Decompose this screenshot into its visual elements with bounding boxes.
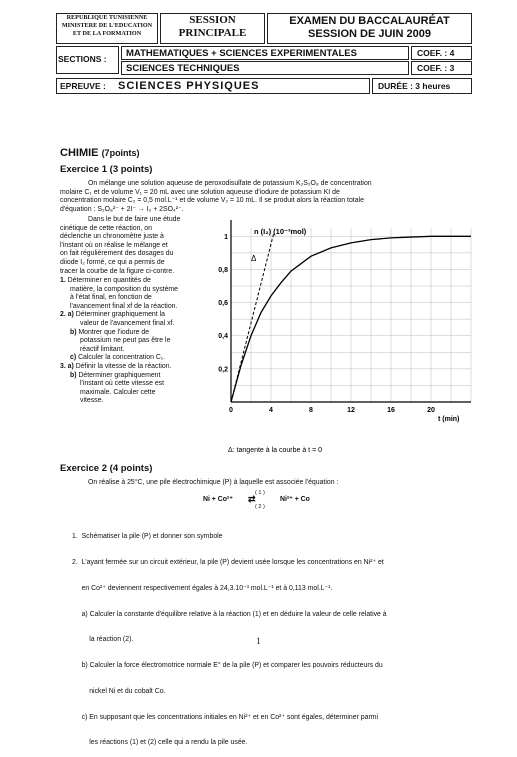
ex2-line: en Co²⁺ deviennent respectivement égales à 24,3.10⁻³ mol.L⁻¹ et à 0,113 mol.L⁻¹. xyxy=(72,584,333,592)
ex1-intro-line: concentration molaire C₂ = 0,5 mol.L⁻¹ et de volume V₂ = 10 mL. Il se produit alors la réaction totale xyxy=(60,197,364,205)
exam-line1: EXAMEN DU BACCALAURÉAT xyxy=(289,15,450,27)
page-number: 1 xyxy=(256,636,261,646)
question-line xyxy=(60,337,220,346)
q-text: vitesse. xyxy=(80,397,104,405)
q-text: Montrer que l'iodure de xyxy=(78,328,150,336)
eq-bottom-label: ( 2 ) xyxy=(255,504,265,510)
question-line xyxy=(60,277,220,286)
ex2-line: c) En supposant que les concentrations initiales en Ni²⁺ et en Co²⁺ sont égales, déterminer parmi xyxy=(72,713,379,721)
ex1-intro xyxy=(60,180,472,214)
q-text: l'avancement final xf de la réaction. xyxy=(70,302,178,310)
question-line xyxy=(60,389,220,398)
ex1-intro-line: On mélange une solution aqueuse de peroxodisulfate de potassium K₂S₂O₈ de concentration xyxy=(88,180,372,187)
eq-arrows: ⇄ xyxy=(248,494,256,504)
chart-caption: Δ: tangente à la courbe à t = 0 xyxy=(228,447,322,454)
ex2-line: les réactions (1) et (2) celle qui a rendu la pile usée. xyxy=(72,739,248,747)
eq-left: Ni + Co²⁺ xyxy=(203,496,233,503)
q-num: 3. a) xyxy=(60,362,74,370)
epreuve-label: EPREUVE : xyxy=(60,81,106,91)
left-line: Dans le but de faire une étude xyxy=(88,216,181,223)
tangent-label: Δ xyxy=(251,254,257,263)
x-tick-label: 4 xyxy=(269,407,273,414)
left-line: on fait régulièrement des dosages du xyxy=(60,250,174,258)
ex1-intro-line: molaire C₁ et de volume V₁ = 20 mL avec une solution aqueuse d'iodure de potassium KI de xyxy=(60,188,340,196)
q-text: Définir la vitesse de la réaction. xyxy=(75,362,172,370)
q-num: b) xyxy=(70,328,77,336)
q-text: potassium ne peut pas être le xyxy=(80,337,171,345)
section1-text: MATHEMATIQUES + SCIENCES EXPERIMENTALES xyxy=(126,48,357,59)
ex1-intro-line: d'équation : S₂O₈²⁻ + 2I⁻ → I₂ + 2SO₄²⁻. xyxy=(60,205,184,213)
section2-text: SCIENCES TECHNIQUES xyxy=(126,63,240,74)
question-line xyxy=(60,320,220,329)
left-line: tracer la courbe de la figure ci-contre. xyxy=(60,267,175,275)
chimie-title xyxy=(60,147,140,159)
session-line2: PRINCIPALE xyxy=(178,27,247,39)
question-line xyxy=(60,363,220,372)
y-tick-label: 0,6 xyxy=(218,300,228,308)
y-tick-label: 0,4 xyxy=(218,333,228,341)
question-line xyxy=(60,286,220,295)
coef2-text: COEF. : 3 xyxy=(417,63,455,73)
header-exam xyxy=(267,15,472,41)
question-line xyxy=(60,380,220,389)
q-text: réactif limitant. xyxy=(80,345,125,353)
eq-top-label: ( 1 ) xyxy=(255,490,265,496)
question-line xyxy=(60,397,220,406)
y-tick-label: 0,2 xyxy=(218,366,228,374)
ex1-questions xyxy=(60,277,220,406)
formation-text: ET DE LA FORMATION xyxy=(72,30,142,37)
left-line: l'instant où on réalise le mélange et xyxy=(60,241,168,249)
ex1-title: Exercice 1 (3 points) xyxy=(60,164,153,175)
q-num: 1. xyxy=(60,277,66,284)
question-line xyxy=(60,354,220,363)
q-num: b) xyxy=(70,371,77,379)
header-republic xyxy=(56,14,158,38)
duree-text: DURÉE : 3 heures xyxy=(378,81,451,91)
q-text: maximale. Calculer cette xyxy=(80,388,156,396)
y-tick-label: 0,8 xyxy=(218,266,228,274)
republic-text: REPUBLIQUE TUNISIENNE xyxy=(66,14,148,21)
chimie-label: CHIMIE xyxy=(60,147,99,159)
ex2-intro: On réalise à 25°C, une pile électrochimique (P) à laquelle est associée l'équation : xyxy=(88,479,339,486)
chart-xlabel: t (min) xyxy=(438,416,460,423)
ex2-line: nickel Ni et du cobalt Co. xyxy=(72,687,166,695)
question-line xyxy=(60,372,220,381)
eq-right: Ni²⁺ + Co xyxy=(280,496,310,503)
sections-label: SECTIONS : xyxy=(58,54,107,64)
ex2-line: 2. L'ayant fermée sur un circuit extérieur, la pile (P) devient usée lorsque les concentrations en Ni²⁺ et xyxy=(72,558,384,566)
q-text: Déterminer graphiquement xyxy=(78,371,161,379)
session-line1: SESSION xyxy=(189,14,236,26)
y-tick-label: 1 xyxy=(224,233,228,241)
coef1-text: COEF. : 4 xyxy=(417,48,455,58)
x-tick-label: 20 xyxy=(427,407,435,414)
q-num: 2. a) xyxy=(60,311,74,319)
kinetics-chart xyxy=(218,214,493,464)
q-text: l'instant où cette vitesse est xyxy=(80,380,165,388)
q-text: Calculer la concentration C₁. xyxy=(78,354,166,362)
q-text: Déterminer en quantités de xyxy=(67,277,151,284)
question-line xyxy=(60,303,220,312)
left-line: diiode I₂ formé, ce qui a permis de xyxy=(60,258,165,266)
ministry-text: MINISTERE DE L'EDUCATION xyxy=(61,22,153,29)
question-line xyxy=(60,329,220,338)
chart-ylabel: n (I₂) (10⁻³mol) xyxy=(254,227,307,236)
question-line xyxy=(60,346,220,355)
ex2-title: Exercice 2 (4 points) xyxy=(60,463,153,474)
left-line: déclenche un chronomètre juste à xyxy=(60,233,164,241)
ex2-line: b) Calculer la force électromotrice normale E° de la pile (P) et comparer les pouvoirs réducteurs du xyxy=(72,662,383,670)
x-tick-label: 16 xyxy=(387,407,395,414)
q-num: c) xyxy=(70,354,77,362)
epreuve-text: SCIENCES PHYSIQUES xyxy=(118,80,260,92)
q-text: à l'état final, en fonction de xyxy=(70,294,152,302)
question-line xyxy=(60,311,220,320)
ex1-left-text xyxy=(60,216,220,276)
left-line: cinétique de cette réaction, on xyxy=(60,224,152,232)
q-text: matière, la composition du système xyxy=(70,285,178,293)
header-session xyxy=(160,14,265,40)
q-text: valeur de l'avancement final xf. xyxy=(80,319,175,327)
x-tick-label: 8 xyxy=(309,407,313,414)
chart-grid xyxy=(231,228,471,402)
ex2-line: la réaction (2). xyxy=(72,636,134,644)
x-tick-label: 12 xyxy=(347,407,355,414)
q-text: Déterminer graphiquement la xyxy=(75,311,165,319)
ex2-line: 1. Schématiser la pile (P) et donner son symbole xyxy=(72,533,223,541)
exam-line2: SESSION DE JUIN 2009 xyxy=(308,28,431,40)
question-line xyxy=(60,294,220,303)
chimie-points: (7points) xyxy=(101,148,140,158)
ex2-equation xyxy=(203,491,353,513)
ex2-line: a) Calculer la constante d'équilibre relative à la réaction (1) et en déduire la valeur de celle relative à xyxy=(72,610,387,618)
x-tick-label: 0 xyxy=(229,407,233,414)
